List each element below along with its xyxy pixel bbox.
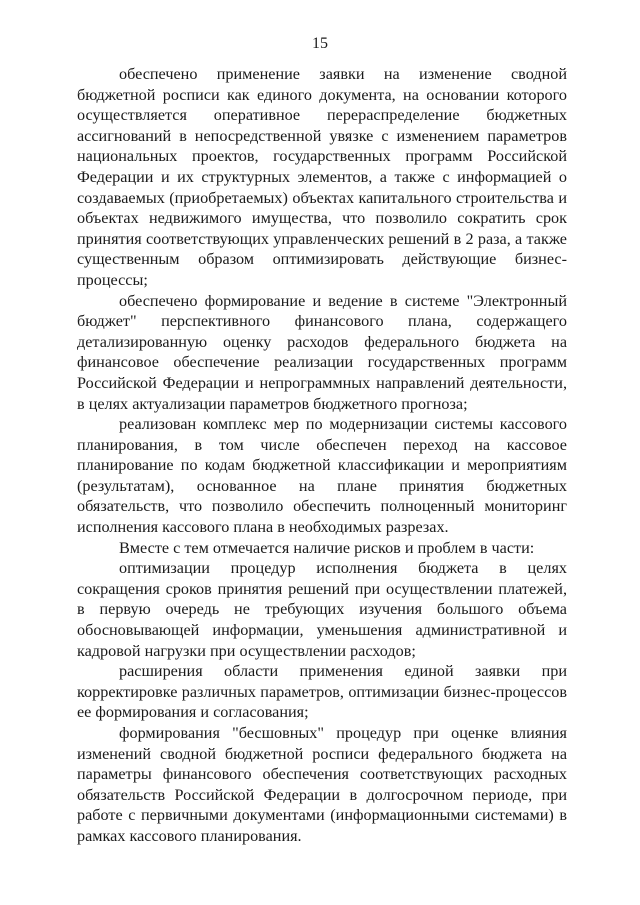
paragraph-risk-procedures: оптимизации процедур исполнения бюджета в целях сокращения сроков принятия решений при осуществлении платежей, в первую очередь не требующих изучения большого объема обосновывающей информации, уменьшения административной и кадровой нагрузки при осуществлении расходов; [77, 559, 567, 660]
paragraph-budget-request: обеспечено применение заявки на изменение сводной бюджетной росписи как единого документа, на основании которого осуществляется оперативное перераспределение бюджетных ассигнований в непосредственной увязке с изменением параметров национальных проектов, государственных программ Российской Федерации и их структурных элементов, а также с информацией о создаваемых (приобретаемых) объектах капитального строительства и объектах недвижимого имущества, что позволило сократить срок принятия соответствующих управленческих решений в 2 раза, а также существенным образом оптимизировать действующие бизнес-процессы; [77, 65, 567, 289]
paragraph-cash-planning: реализован комплекс мер по модернизации системы кассового планирования, в том числе обеспечен переход на кассовое планирование по кодам бюджетной классификации и мероприятиям (результатам), основанное на плане принятия бюджетных обязательств, что позволило обеспечить полноценный мониторинг исполнения кассового плана в необходимых разрезах. [77, 415, 567, 537]
page-number: 15 [312, 35, 328, 52]
paragraph-risk-unified-request: расширения области применения единой заявки при корректировке различных параметров, оптимизации бизнес-процессов ее формирования и согласования; [77, 662, 567, 722]
paragraph-financial-plan: обеспечено формирование и ведение в системе "Электронный бюджет" перспективного финансового плана, содержащего детализированную оценку расходов федерального бюджета на финансовое обеспечение реализации государственных программ Российской Федерации и непрограммных направлений деятельности, в целях актуализации параметров бюджетного прогноза; [77, 291, 567, 413]
document-body [77, 64, 567, 847]
paragraph-risk-seamless: формирования "бесшовных" процедур при оценке влияния изменений сводной бюджетной росписи федерального бюджета на параметры финансового обеспечения соответствующих расходных обязательств Российской Федерации в долгосрочном периоде, при работе с первичными документами (информационными системами) в рамках кассового планирования. [77, 724, 567, 845]
paragraph-risks-intro: Вместе с тем отмечается наличие рисков и проблем в части: [119, 538, 535, 557]
